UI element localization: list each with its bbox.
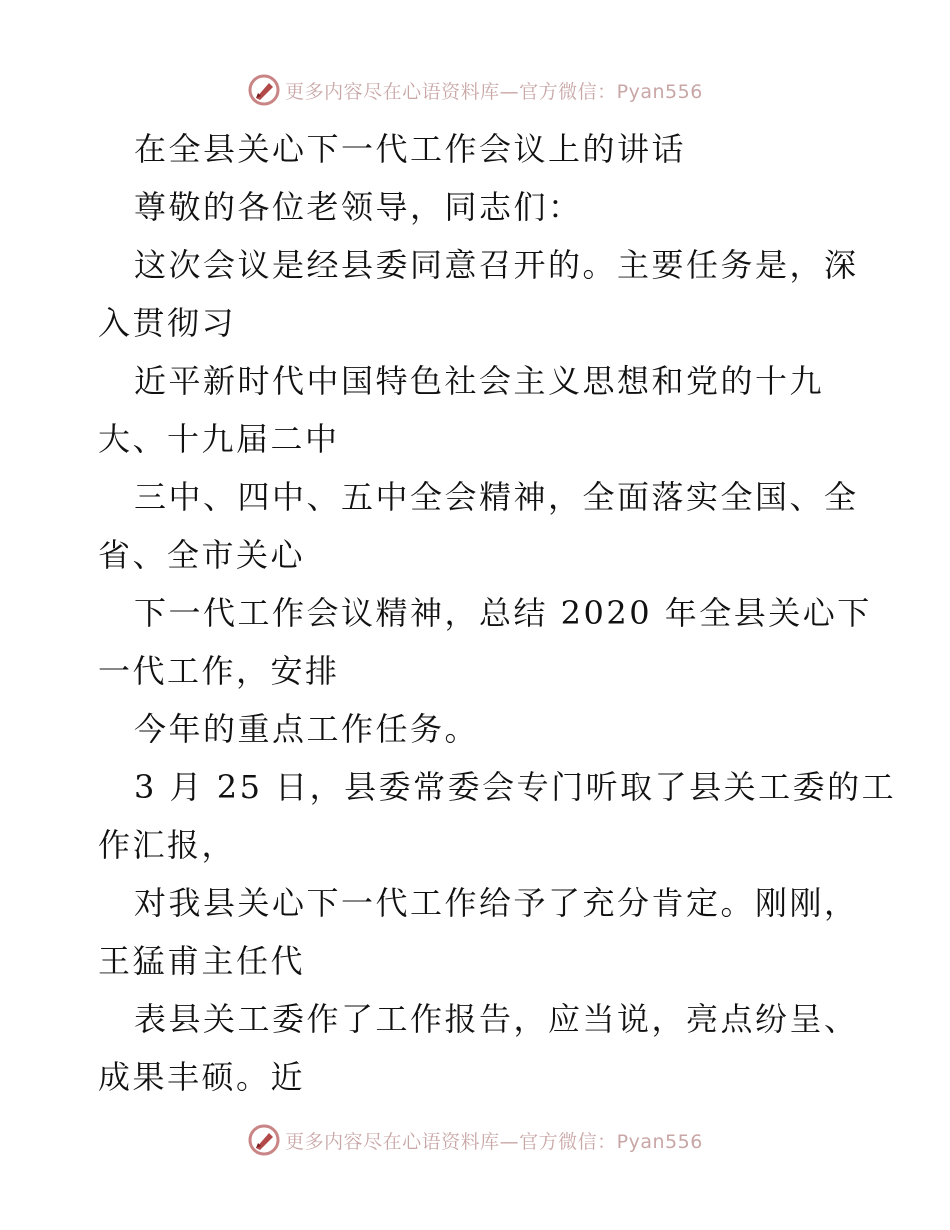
text-line: 大、十九届二中: [98, 420, 340, 458]
text-line: 下一代工作会议精神，总结 2020 年全县关心下: [134, 594, 872, 632]
text-line: 对我县关心下一代工作给予了充分肯定。刚刚，: [134, 884, 859, 922]
footer-watermark-banner: [0, 1120, 950, 1160]
salutation: 尊敬的各位老领导，同志们：: [134, 188, 583, 226]
text-line: 这次会议是经县委同意召开的。主要任务是，深: [134, 246, 859, 284]
text-line: 一代工作，安排: [98, 652, 340, 690]
text-line: 三中、四中、五中全会精神，全面落实全国、全: [134, 478, 859, 516]
text-line: 今年的重点工作任务。: [134, 710, 480, 748]
text-line: 近平新时代中国特色社会主义思想和党的十九: [134, 362, 825, 400]
text-line: 作汇报，: [98, 826, 237, 864]
text-line: 表县关工委作了工作报告，应当说，亮点纷呈、: [134, 1000, 859, 1038]
text-line: 3 月 25 日，县委常委会专门听取了县关工委的工: [134, 768, 897, 806]
text-line: 省、全市关心: [98, 536, 306, 574]
text-line: 成果丰硕。近: [98, 1058, 306, 1096]
pen-logo-icon: [247, 73, 281, 107]
header-banner-text: 更多内容尽在心语资料库—官方微信：Pyan556: [285, 80, 703, 103]
document-body: [98, 120, 897, 1106]
text-line: 王猛甫主任代: [98, 942, 306, 980]
pen-logo-icon: [247, 1123, 281, 1157]
document-title: 在全县关心下一代工作会议上的讲话: [134, 130, 687, 168]
header-watermark-banner: [0, 70, 950, 110]
text-line: 入贯彻习: [98, 304, 237, 342]
footer-banner-text: 更多内容尽在心语资料库—官方微信：Pyan556: [285, 1130, 703, 1153]
